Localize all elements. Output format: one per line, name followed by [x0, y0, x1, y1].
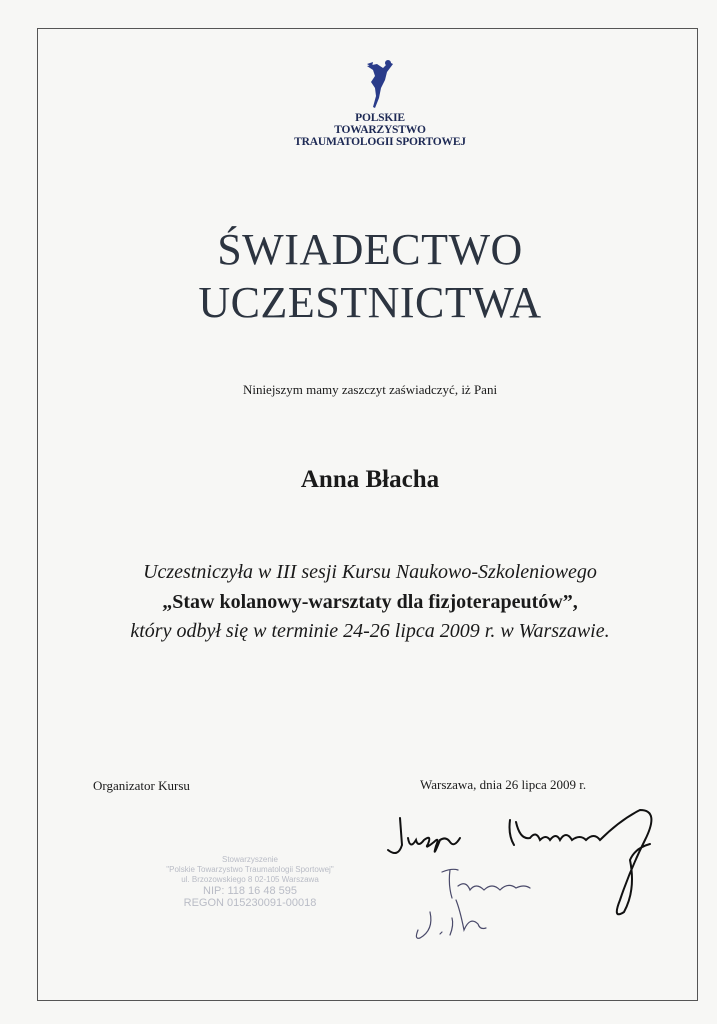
discus-thrower-icon [363, 58, 397, 112]
organization-stamp [120, 855, 380, 909]
stamp-line: ul. Brzozowskiego 8 02-105 Warszawa [181, 875, 319, 884]
signatures [380, 800, 680, 960]
certificate-title-line2: UCZESTNICTWA [198, 278, 542, 327]
place-date: Warszawa, dnia 26 lipca 2009 r. [420, 777, 587, 792]
society-logo [270, 58, 490, 148]
stamp-line: REGON 015230091-00018 [183, 897, 317, 909]
recipient-name: Anna Błacha [300, 466, 440, 493]
stamp-line: "Polskie Towarzystwo Traumatologii Sportowej" [166, 865, 334, 874]
signature-3 [442, 869, 530, 898]
stamp-line: Stowarzyszenie [221, 855, 279, 864]
signature-4 [416, 900, 486, 938]
logo-line: POLSKIE [355, 112, 405, 124]
organizer-label: Organizator Kursu [93, 778, 190, 793]
signature-2 [510, 810, 652, 914]
course-title: „Staw kolanowy-warsztaty dla fizjoterapeutów”, [162, 591, 578, 613]
body-line-1: Uczestniczyła w III sesji Kursu Naukowo-Szkoleniowego [143, 561, 597, 583]
body-line-3: który odbył się w terminie 24-26 lipca 2009 r. w Warszawie. [130, 620, 610, 642]
logo-line: TOWARZYSTWO [334, 124, 426, 136]
signature-1 [388, 818, 460, 853]
certificate-title-line1: ŚWIADECTWO [217, 225, 523, 274]
intro-text: Niniejszym mamy zaszczyt zaświadczyć, iż Pani [242, 382, 498, 397]
logo-line: TRAUMATOLOGII SPORTOWEJ [294, 136, 466, 148]
stamp-line: NIP: 118 16 48 595 [203, 885, 297, 897]
